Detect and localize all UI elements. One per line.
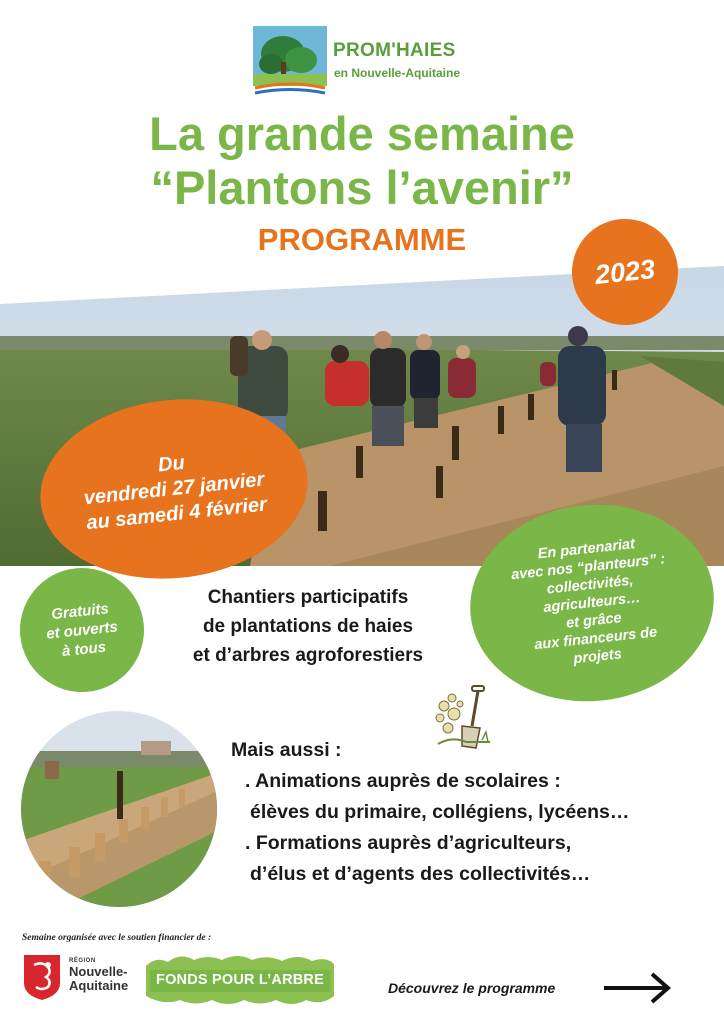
decouvrez-link[interactable]: Découvrez le programme <box>388 980 556 996</box>
region-label-small: RÉGION <box>69 958 96 964</box>
title-line-1: La grande semaine <box>149 107 575 160</box>
aussi-item-1-line-2: élèves du primaire, collégiens, lycéens… <box>250 801 630 823</box>
tree-logo-icon <box>253 26 327 96</box>
aussi-item-2-line-2: d’élus et d’agents des collectivités… <box>250 863 591 885</box>
arrow-right-icon[interactable] <box>602 970 674 1006</box>
sponsor-note: Semaine organisée avec le soutien financier de : <box>22 933 212 943</box>
free-text: Gratuits et ouverts à tous <box>45 599 119 660</box>
promhaies-logo <box>253 26 493 98</box>
aussi-heading: Mais aussi : <box>231 739 342 761</box>
title-line-2: “Plantons l’avenir” <box>150 161 574 214</box>
logo-name: PROM'HAIES <box>333 40 456 61</box>
dates-text: Du vendredi 27 janvier au samedi 4 février <box>82 451 268 534</box>
aussi-item-2-line-1: . Formations auprès d’agriculteurs, <box>245 832 572 854</box>
region-name: Nouvelle- Aquitaine <box>69 964 129 993</box>
hedge-photo <box>21 711 217 907</box>
region-logo <box>22 953 142 1003</box>
fonds-text: FONDS POUR L’ARBRE <box>156 972 324 988</box>
partner-text: En partenariat avec nos “planteurs” : collectivités, agriculteurs… et grâce aux financeurs de projets <box>510 536 667 668</box>
year-text: 2023 <box>593 253 657 290</box>
lion-badge-icon <box>22 953 62 1001</box>
programme-heading: PROGRAMME <box>257 222 467 257</box>
aussi-item-1-line-1: . Animations auprès de scolaires : <box>245 770 561 792</box>
aussi-block <box>231 735 701 890</box>
free-badge <box>14 562 150 698</box>
logo-subtitle: en Nouvelle-Aquitaine <box>334 66 461 80</box>
fonds-pour-larbre-logo <box>146 952 334 1008</box>
chantiers-text: Chantiers participatifs de plantations de haies et d’arbres agroforestiers <box>192 587 424 666</box>
